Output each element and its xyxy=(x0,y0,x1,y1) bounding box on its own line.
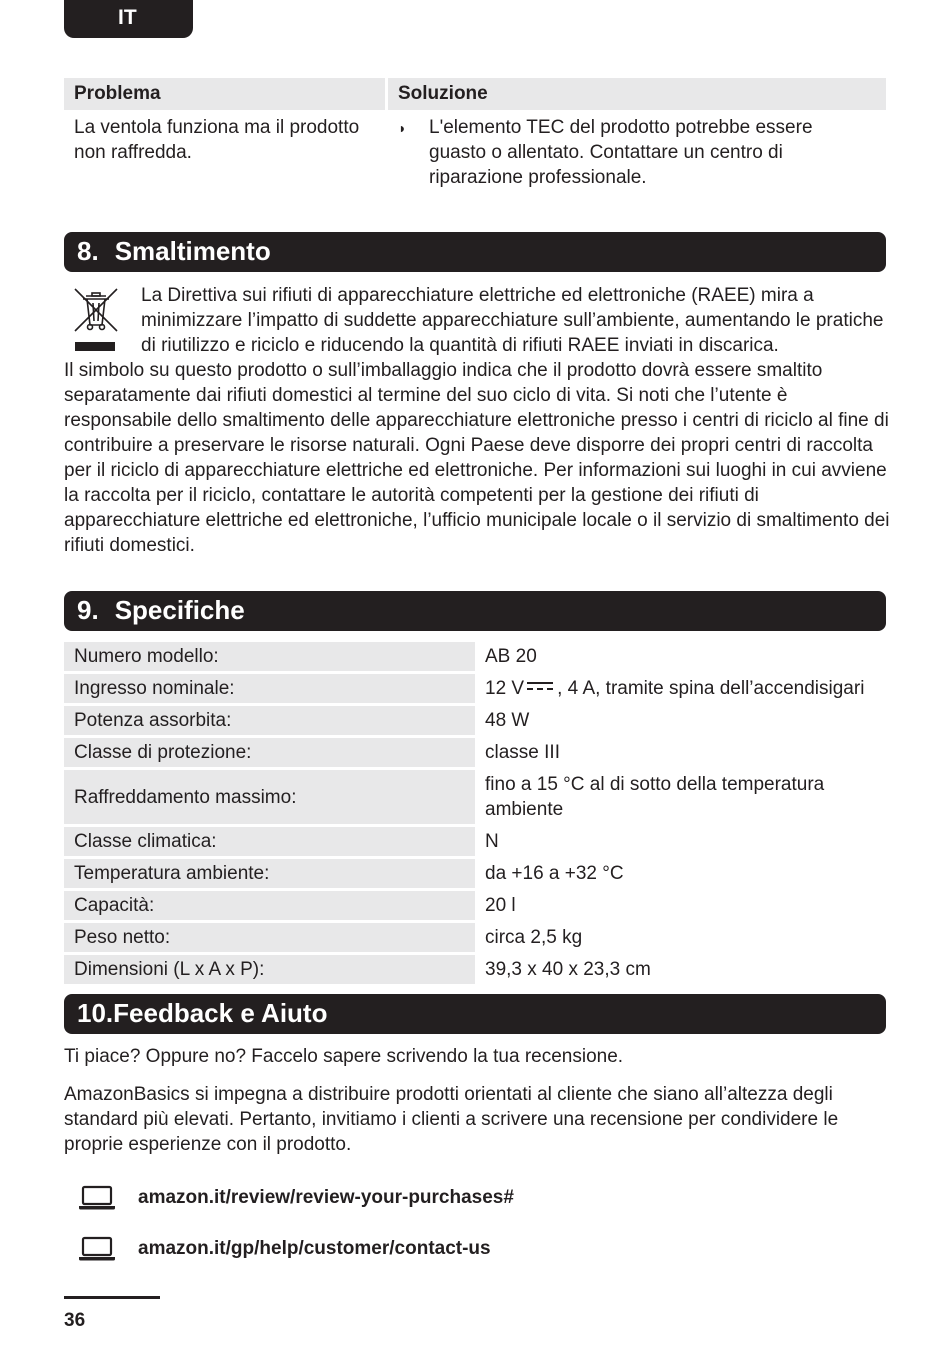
table-row xyxy=(64,827,886,856)
spec-value-suffix: , 4 A, tramite spina dell’accendisigari xyxy=(557,678,865,699)
spec-label: Dimensioni (L x A x P): xyxy=(64,955,475,984)
section-number: 9. xyxy=(77,595,99,625)
review-link[interactable]: amazon.it/review/review-your-purchases# xyxy=(138,1187,514,1208)
spec-value: AB 20 xyxy=(485,646,537,667)
section-title: Feedback e Aiuto xyxy=(113,998,328,1028)
spec-label: Potenza assorbita: xyxy=(64,706,475,735)
spec-value: 39,3 x 40 x 23,3 cm xyxy=(485,959,651,980)
table-row xyxy=(64,706,886,735)
spec-value: 20 l xyxy=(485,895,516,916)
spec-label: Classe climatica: xyxy=(64,827,475,856)
spec-value: circa 2,5 kg xyxy=(485,927,583,948)
crossed-out-wheeled-bin-icon xyxy=(73,287,119,353)
laptop-icon xyxy=(78,1236,116,1262)
feedback-body: AmazonBasics si impegna a distribuire prodotti orientati al cliente che siano all’altezza degli standard più elevati. Pertanto, invitiamo i clienti a scrivere una recensione per condividere le proprie esperienze con il prodotto. xyxy=(64,1084,839,1155)
section-heading-specs xyxy=(64,591,886,631)
spec-value: da +16 a +32 °C xyxy=(485,863,624,884)
laptop-icon xyxy=(78,1185,116,1211)
spec-label: Peso netto: xyxy=(64,923,475,952)
section-title: Smaltimento xyxy=(114,236,271,266)
spec-value: 48 W xyxy=(485,710,530,731)
section-heading-feedback xyxy=(64,994,886,1034)
spec-value-prefix: 12 V xyxy=(485,678,525,699)
spec-label: Capacità: xyxy=(64,891,475,920)
table-header xyxy=(64,78,886,110)
page-number: 36 xyxy=(64,1310,86,1331)
direct-current-icon xyxy=(527,682,553,692)
section-title: Specifiche xyxy=(114,595,245,625)
spec-value xyxy=(475,674,886,703)
troubleshooting-table xyxy=(64,78,886,190)
footer-rule xyxy=(64,1296,160,1299)
spec-label: Raffreddamento massimo: xyxy=(64,770,475,824)
weee-lead-text: La Direttiva sui rifiuti di apparecchiature elettriche ed elettroniche (RAEE) mira a minimizzare l’impatto di suddette apparecchiature sull’ambiente, aumentando le pratiche di riutilizzo e riciclo e riducendo la quantità di rifiuti RAEE inviati in discarica. xyxy=(141,285,884,356)
table-row xyxy=(64,891,886,920)
spec-label: Classe di protezione: xyxy=(64,738,475,767)
specifications-table xyxy=(64,642,886,987)
contact-link-row[interactable] xyxy=(78,1236,491,1262)
feedback-intro: Ti piace? Oppure no? Faccelo sapere scrivendo la tua recensione. xyxy=(64,1046,624,1067)
language-tab: IT xyxy=(64,0,193,38)
spec-value: N xyxy=(485,831,499,852)
header-problem: Problema xyxy=(64,78,385,110)
solution-text: L'elemento TEC del prodotto potrebbe essere guasto o allentato. Contattare un centro di riparazione professionale. xyxy=(429,117,813,188)
section-number: 8. xyxy=(77,236,99,266)
table-row xyxy=(64,738,886,767)
section-number: 10. xyxy=(77,998,114,1028)
weee-body-text: Il simbolo su questo prodotto o sull’imballaggio indica che il prodotto dovrà essere smaltito separatamente dai rifiuti domestici al termine del suo ciclo di vita. Si noti che l’utente è responsabile dello smaltimento delle apparecchiature elettroniche presso i centri di riciclo al fine di contribuire a preservare le risorse naturali. Ogni Paese deve disporre dei propri centri di raccolta per il riciclo di apparecchiature elettriche ed elettroniche. Per informazioni sui luoghi in cui avviene la raccolta per il riciclo, contattare le autorità competenti per la gestione dei rifiuti di apparecchiature elettriche ed elettroniche, l’ufficio municipale locale o il servizio di smaltimento dei rifiuti domestici. xyxy=(64,360,890,556)
spec-value: fino a 15 °C al di sotto della temperatura ambiente xyxy=(485,774,825,820)
table-row xyxy=(64,770,886,824)
solution-cell xyxy=(388,115,886,190)
table-row xyxy=(64,859,886,888)
table-row xyxy=(64,674,886,703)
table-row xyxy=(64,955,886,984)
problem-cell: La ventola funziona ma il prodotto non raffredda. xyxy=(74,117,360,163)
spec-label: Numero modello: xyxy=(64,642,475,671)
table-row xyxy=(64,115,886,190)
spec-value: classe III xyxy=(485,742,560,763)
spec-label: Temperatura ambiente: xyxy=(64,859,475,888)
table-row xyxy=(64,923,886,952)
review-link-row[interactable] xyxy=(78,1185,514,1211)
section-heading-disposal xyxy=(64,232,886,272)
table-row xyxy=(64,642,886,671)
spec-label: Ingresso nominale: xyxy=(64,674,475,703)
bullet-icon: ◗ xyxy=(398,120,407,136)
contact-link[interactable]: amazon.it/gp/help/customer/contact-us xyxy=(138,1238,491,1259)
header-solution: Soluzione xyxy=(388,78,886,110)
